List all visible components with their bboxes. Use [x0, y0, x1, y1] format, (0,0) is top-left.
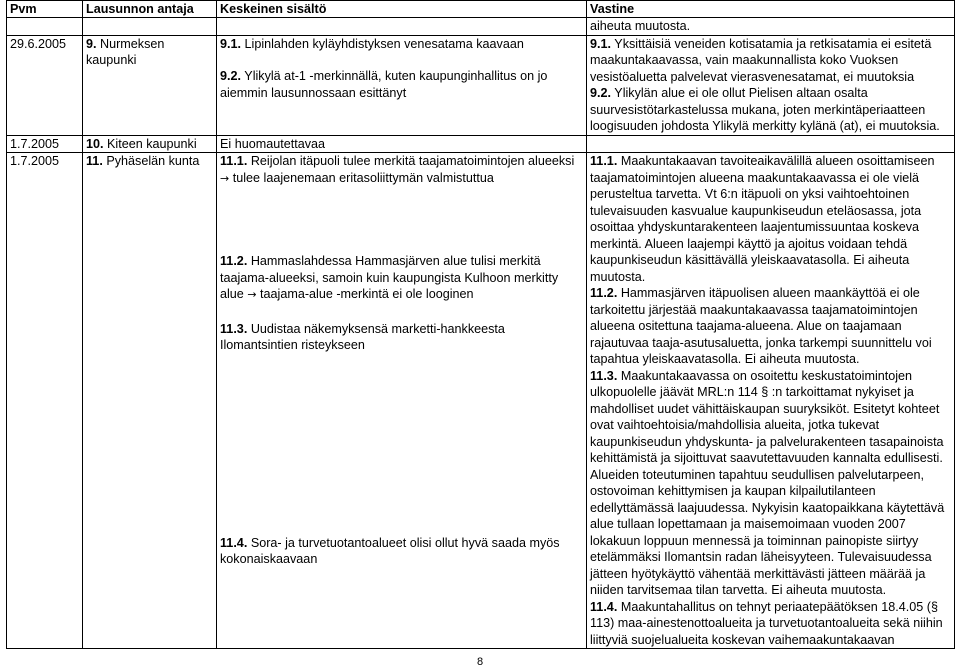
header-main-content: Keskeinen sisältö — [217, 1, 587, 18]
response-number: 9.1. — [590, 36, 612, 51]
item-text: Lipinlahden kyläyhdistyksen venesatama kaavaan — [244, 36, 524, 51]
response-item — [590, 285, 951, 368]
org-number: 9. — [86, 36, 97, 51]
response-item — [590, 153, 951, 285]
table-row — [7, 153, 955, 649]
response-item — [590, 368, 951, 599]
item-number: 11.3. — [220, 321, 248, 336]
org-name: Kiteen kaupunki — [107, 136, 197, 151]
carryover-text: aiheuta muutosta. — [587, 18, 955, 36]
content-item — [220, 535, 583, 568]
table-header-row — [7, 1, 955, 18]
row-response — [587, 35, 955, 135]
row-date: 1.7.2005 — [7, 135, 83, 153]
carryover-row — [7, 18, 955, 36]
content-item — [220, 68, 583, 101]
response-number: 11.2. — [590, 286, 618, 300]
right-arrow-icon: → — [247, 288, 257, 301]
header-date: Pvm — [7, 1, 83, 18]
row-org — [83, 35, 217, 135]
row-content — [217, 153, 587, 649]
response-number: 11.1. — [590, 154, 618, 168]
item-text: Sora- ja turvetuotantoalueet olisi ollut hyvä saada myös kokonaiskaavaan — [220, 535, 560, 566]
row-org — [83, 135, 217, 153]
item-number: 11.2. — [220, 254, 248, 268]
response-number: 11.4. — [590, 599, 618, 614]
org-number: 10. — [86, 136, 104, 151]
response-text: Yksittäisiä veneiden kotisatamia ja retkisatamia ei esitetä maakuntakaavassa, vain maakunnallista koko Vuoksen vesistöaluetta palvelevat vierasvenesatamat, ei muutoksia — [590, 36, 932, 84]
item-text-before: Reijolan itäpuoli tulee merkitä taajamatoimintojen alueeksi — [250, 154, 575, 168]
response-number: 11.3. — [590, 368, 618, 383]
response-item — [590, 85, 951, 135]
item-text-after: taajama-alue -merkintä ei ole looginen — [260, 287, 474, 301]
row-response — [587, 153, 955, 649]
right-arrow-icon: → — [220, 171, 230, 185]
statement-table — [6, 0, 955, 649]
content-item — [220, 153, 583, 187]
org-name: Nurmeksen kaupunki — [86, 36, 165, 67]
row-content — [217, 35, 587, 135]
response-text: Ylikylän alue ei ole ollut Pielisen altaan osalta suurvesistötarkastelussa mukana, joten merkintäperiaatteen loogisuuden johdosta Ylikylä merkitty kylänä (at), ei muutoksia. — [590, 86, 940, 133]
header-statement-giver: Lausunnon antaja — [83, 1, 217, 18]
page-number: 8 — [476, 656, 484, 668]
response-number: 9.2. — [590, 86, 612, 100]
org-name: Pyhäselän kunta — [106, 154, 200, 168]
item-text: Ylikylä at-1 -merkinnällä, kuten kaupunginhallitus on jo aiemmin lausunnossaan esittänyt — [220, 69, 548, 100]
row-org — [83, 153, 217, 649]
org-number: 11. — [86, 154, 103, 168]
response-text: Hammasjärven itäpuolisen alueen maankäyttöä ei ole tarkoitettu järjestää maakuntakaavassa taajamatoimintojen alueena ositettuna taajama-alueena. Alue on taajamaan rajautuvaa taaja-asutusaluetta, jonka tarkempi suunnittelu voi tapahtua yleiskaavatasolla. Ei aiheuta muutosta. — [590, 286, 932, 366]
item-text-after: tulee laajenemaan eritasoliittymän valmistuttua — [232, 170, 494, 185]
header-response: Vastine — [587, 1, 955, 18]
table-row — [7, 35, 955, 135]
response-item — [590, 599, 951, 649]
item-number: 9.1. — [220, 36, 242, 51]
item-text-before: Hammaslahdessa Hammasjärven alue tulisi merkitä taajama-alueeksi, samoin kuin kaupungista Kulhoon merkitty alue — [220, 254, 559, 301]
item-text: Uudistaa näkemyksensä marketti-hankkeesta Ilomantsintien risteykseen — [220, 321, 505, 352]
response-item — [590, 36, 951, 86]
response-text: Maakuntahallitus on tehnyt periaatepäätöksen 18.4.05 (§ 113) maa-ainestenottoalueita ja turvetuotantoalueita sekä niihin liittyviä suojelualueita koskevan vaihemaakuntakaavan — [590, 599, 943, 647]
table-row — [7, 135, 955, 153]
item-number: 9.2. — [220, 69, 242, 83]
item-number: 11.4. — [220, 535, 248, 550]
content-item — [220, 36, 583, 53]
item-number: 11.1. — [220, 154, 248, 168]
row-date: 1.7.2005 — [7, 153, 83, 649]
response-text: Maakuntakaavan tavoiteaikavälillä alueen osoittamiseen taajamatoimintojen alueena maakuntakaavassa ei ole vielä perusteltua tarvetta. Vt 6:n itäpuoli on yksi vaihtoehtoinen tulevaisuuden kasvualue kaupunkiseudun eteläosassa, jota osoittaa yhdyskuntarakenteen laajentumissuuntaa koskeva merkintä. Alueen laajempi käyttö ja ajoitus voidaan tehdä kaupunkiseudun käsittävällä yleiskaavatasolla. Ei aiheuta muutosta. — [590, 154, 935, 284]
row-note: Ei huomautettavaa — [217, 135, 587, 153]
response-text: Maakuntakaavassa on osoitettu keskustatoimintojen ulkopuolelle jäävät MRL:n 114 § :n tarkoittamat nykyiset ja mahdolliset uudet vähittäiskaupan suuryksiköt. Esitetyt kohteet ovat vaihtoehtoisia/mahdollisia alueita, jotka tukevat kaupunkiseudun yhdyskunta- ja palvelurakenteen tasapainoista kehittämistä ja sijoittuvat saavutettavuuden kannalta edullisesti. Alueiden toteutuminen tapahtuu seudullisen palvelutarpeen, ostovoiman kehittymisen ja kaupan kilpailutilanteen edellyttämässä laajuudessa. Nykyisin kaatopaikkana käytettävä alue tullaan lopettamaan ja maisemoimaan vuoden 2007 lokakuun loppuun mennessä ja toiminnan painopiste siirtyy etelämmäksi Ilomantsin radan läheisyyteen. Tulevaisuudessa jätteen hyötykäyttö vähentää merkittävästi jätteen määrää ja niiden tarvitsemaa tilan tarvetta. Ei aiheuta muutosta. — [590, 368, 945, 597]
content-item — [220, 253, 583, 304]
row-date: 29.6.2005 — [7, 35, 83, 135]
content-item — [220, 321, 583, 354]
